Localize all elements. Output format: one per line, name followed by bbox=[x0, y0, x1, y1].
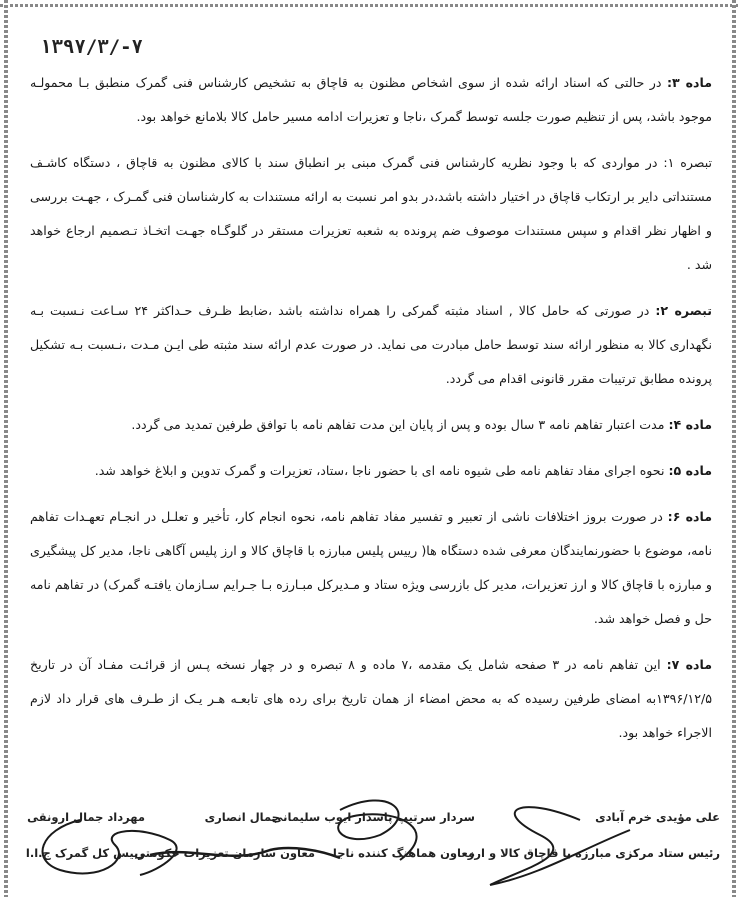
scan-border-left bbox=[4, 0, 8, 897]
handwritten-date-stamp: ۱۳۹۷/۳/-۷ bbox=[40, 36, 143, 58]
article-3 bbox=[30, 66, 712, 134]
note-1-text: تبصره ۱: در مواردی که با وجود نظریه کارشناس فنی گمرک مبنی بر انطباق سند با کالای مظنون به قاچاق ، دستگاه کاشـف مستنداتی دایر بر ارتکاب قاچاق در اختیار داشته باشد،در بدو امر نسبت به ارائه مستندات به کارشناسان فنی گمـرک ، جهـت بررسی و اظهار نظر اقدام و سپس مستندات موصوف ضم پرونده به شعبه تعزیرات مستقر در گلوگـاه جهـت اتخـاذ تـصمیم ارجاع خواهد شد . bbox=[30, 155, 712, 272]
article-6-text: در صورت بروز اختلافات ناشی از تعبیر و تفسیر مفاد تفاهم نامه، نحوه انجام کار، تأخیر و تعلـل در انجـام تعهـدات تفاهم نامه، موضوع با حضورنمایندگان معرفی شده دستگاه ها( رییس پلیس مبارزه با قاچاق کالا و ارز پلیس آگاهی ناجا، مدیر کل پیشگیری و مبارزه با قاچاق کالا و ارز تعزیرات، مدیر کل بازرسی ویژه ستاد و مـدیرکل مبـارزه بـا جـرایم سـازمان یافتـه گمرک) در تفاهم نامه حل و فصل خواهد شد. bbox=[30, 509, 712, 626]
article-6 bbox=[30, 500, 712, 636]
signatory-3-name: جمال انصاری bbox=[204, 810, 280, 824]
article-7-text: این تفاهم نامه در ۳ صفحه شامل یک مقدمه ،۷ ماده و ۸ تبصره و در چهار نسخه پـس از قرائـت مفـاد آن در تاریخ ۱۳۹۶/۱۲/۵به امضای طرفین رسیده که به محض امضاء از همان تاریخ برای رده های تابعـه هـر یـک از طـرف های قرار داد لازم الاجراء خواهد بود. bbox=[30, 657, 712, 740]
scan-border-right bbox=[732, 0, 736, 897]
signatory-2-name: سردار سرتیپ پاسدار ایوب سلیمانی bbox=[271, 810, 475, 824]
handwritten-signatures bbox=[20, 790, 720, 895]
signatory-4-title: رییس کل گمرک ج.ا.ا bbox=[25, 846, 145, 860]
article-5-text: نحوه اجرای مفاد تفاهم نامه طی شیوه نامه ای با حضور ناجا ،ستاد، تعزیرات و گمرک تدوین و ابلاغ خواهد شد. bbox=[94, 463, 669, 478]
note-2-label: تبصره ۲: bbox=[655, 303, 713, 318]
signature-block bbox=[20, 790, 720, 895]
signatory-1-title: رئیس ستاد مرکزی مبارزه با قاچاق کالا و ارز bbox=[467, 846, 720, 860]
signatory-4-name: مهرداد جمال ارونقی bbox=[27, 810, 145, 824]
article-7 bbox=[30, 648, 712, 750]
article-4-label: ماده ۴: bbox=[668, 417, 712, 432]
article-4-text: مدت اعتبار تفاهم نامه ۳ سال بوده و پس از پایان این مدت تفاهم نامه با توافق طرفین تمدید می گردد. bbox=[131, 417, 669, 432]
signatory-3-title: معاون سازمان تعزیرات حکومتی bbox=[134, 846, 315, 860]
note-2-text: در صورتی که حامل کالا , اسناد مثبته گمرکی را همراه نداشته باشد ،ضابط ظـرف حـداکثر ۲۴ سـاعت نـسبت بـه نگهداری کالا به منظور ارائه سند توسط حامل مبادرت می نماید. در صورت عدم ارائه سند مثبته طی ایـن مـدت ،نـسبت بـه تشکیل پرونده مطابق ترتیبات مقرر قانونی اقدام می گردد. bbox=[30, 303, 712, 386]
note-2 bbox=[30, 294, 712, 396]
article-5-label: ماده ۵: bbox=[668, 463, 712, 478]
article-6-label: ماده ۶: bbox=[667, 509, 712, 524]
note-1 bbox=[30, 146, 712, 282]
article-7-label: ماده ۷: bbox=[666, 657, 713, 672]
signatory-2-title: معاون هماهنگ کننده ناجا bbox=[332, 846, 475, 860]
article-5 bbox=[30, 454, 712, 488]
scan-border-top bbox=[0, 4, 740, 7]
article-3-text: در حالتی که اسناد ارائه شده از سوی اشخاص مظنون به قاچاق به تشخیص کارشناس فنی گمرک منطبق بـا محمولـه موجود باشد، پس از تنظیم صورت جلسه توسط گمرک ،ناجا و تعزیرات ادامه مسیر حامل کالا بلامانع خواهد بود. bbox=[30, 75, 712, 124]
document-body bbox=[30, 66, 712, 750]
signatory-1-name: علی مؤیدی خرم آبادی bbox=[595, 810, 720, 824]
article-3-label: ماده ۳: bbox=[666, 75, 712, 90]
article-4 bbox=[30, 408, 712, 442]
